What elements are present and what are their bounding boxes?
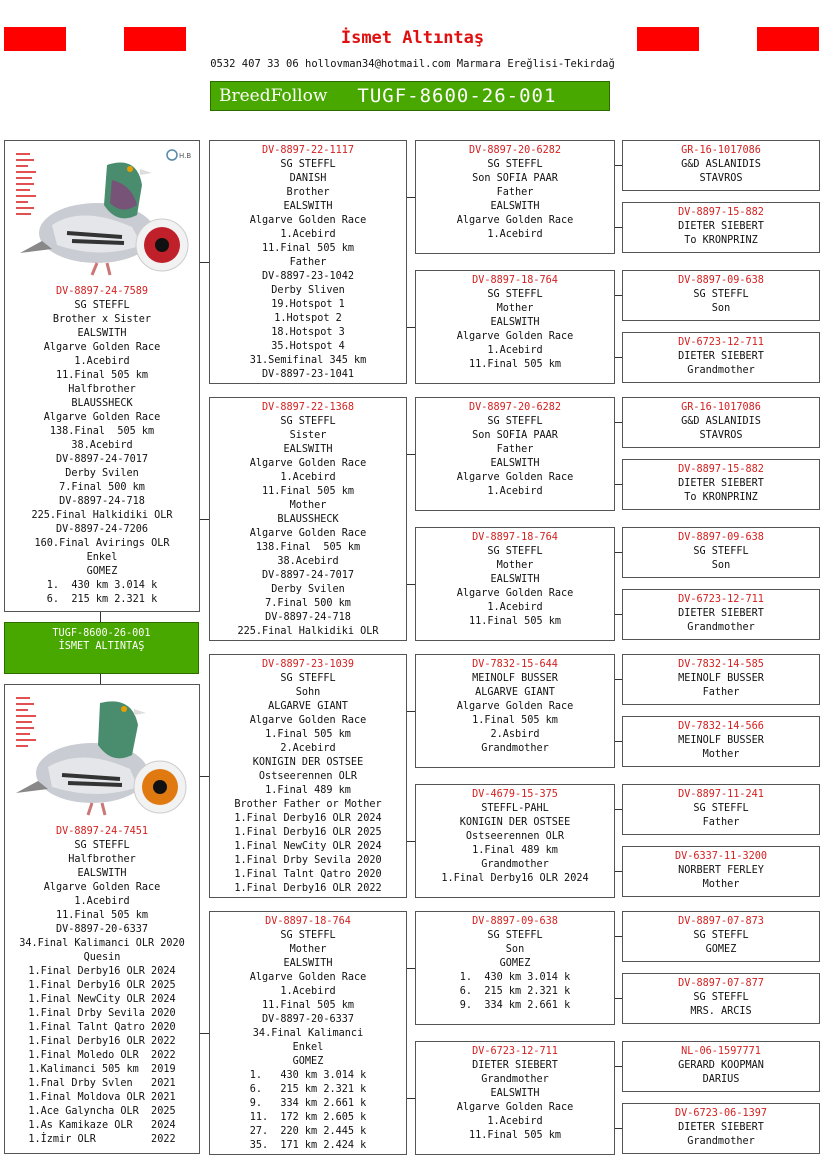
sire-line: Derby Svilen — [65, 468, 139, 479]
gen4-card-7[interactable] — [622, 527, 820, 578]
sire-line: GOMEZ — [86, 566, 118, 577]
gen4-card-12-line: Mother — [702, 879, 740, 890]
great-grandparent-card-8[interactable] — [415, 1041, 615, 1155]
grandparent-card-3-line: Sohn — [295, 687, 321, 698]
connector-line — [615, 871, 622, 872]
gen4-card-5[interactable] — [622, 397, 820, 448]
dam-line: 1.Final Moldova OLR 2021 — [28, 1092, 176, 1103]
gen4-card-16-line: DIETER SIEBERT — [678, 1122, 764, 1133]
grandparent-card-4-line: 35. 171 km 2.424 k — [249, 1140, 367, 1151]
gen4-card-5-ring: GR-16-1017086 — [681, 402, 761, 413]
great-grandparent-card-5-line: 1.Final 505 km — [472, 715, 558, 726]
sire-line: 225.Final Halkidiki OLR — [31, 510, 173, 521]
great-grandparent-card-1-ring: DV-8897-20-6282 — [468, 145, 561, 156]
gen4-card-2-line: To KRONPRINZ — [684, 235, 758, 246]
great-grandparent-card-4-line: EALSWITH — [490, 574, 540, 585]
dam-line: 1.Final Derby16 OLR 2025 — [28, 980, 176, 991]
connector-line — [615, 1066, 622, 1067]
gen4-card-6-ring: DV-8897-15-882 — [678, 464, 764, 475]
great-grandparent-card-7-line: 1. 430 km 3.014 k — [459, 972, 571, 983]
gen4-card-4[interactable] — [622, 332, 820, 383]
great-grandparent-card-7-line: GOMEZ — [499, 958, 531, 969]
grandparent-card-3-line: KONIGIN DER OSTSEE — [252, 757, 364, 768]
gen4-card-6[interactable] — [622, 459, 820, 510]
great-grandparent-card-1-line: Father — [496, 187, 534, 198]
sire-line: Enkel — [86, 552, 118, 563]
great-grandparent-card-1[interactable] — [415, 140, 615, 254]
grandparent-card-4-line: 1.Acebird — [280, 986, 336, 997]
great-grandparent-card-8-line: 1.Acebird — [487, 1116, 543, 1127]
dam-line: 1.Final Derby16 OLR 2024 — [28, 966, 176, 977]
dam-line: 1.Kalimanci 505 km 2019 — [28, 1064, 176, 1075]
great-grandparent-card-6-line: 1.Final Derby16 OLR 2024 — [441, 873, 589, 884]
great-grandparent-card-2-line: Algarve Golden Race — [456, 331, 574, 342]
sire-ring: DV-8897-24-7589 — [55, 286, 148, 297]
gen4-card-1-line: G&D ASLANIDIS — [681, 159, 761, 170]
great-grandparent-card-1-line: Son SOFIA PAAR — [472, 173, 558, 184]
great-grandparent-card-3-line: Father — [496, 444, 534, 455]
connector-line — [615, 165, 622, 166]
gen4-card-9-line: Father — [702, 687, 740, 698]
connector-line — [615, 741, 622, 742]
great-grandparent-card-4-line: 11.Final 505 km — [468, 616, 561, 627]
owner-name: İsmet Altıntaş — [340, 28, 485, 48]
contact-info: 0532 407 33 06 hollovman34@hotmail.com Marmara Ereğlisi-Tekirdağ — [210, 58, 615, 70]
connector-line — [615, 227, 622, 228]
great-grandparent-card-7-ring: DV-8897-09-638 — [472, 916, 558, 927]
connector-line — [615, 484, 622, 485]
gen4-card-3-line: Son — [711, 303, 731, 314]
connector-line — [200, 262, 209, 263]
gen4-card-13[interactable] — [622, 911, 820, 962]
dam-line: Algarve Golden Race — [43, 882, 161, 893]
great-grandparent-card-3-line: EALSWITH — [490, 458, 540, 469]
great-grandparent-card-4-ring: DV-8897-18-764 — [472, 532, 558, 543]
sire-line: DV-8897-24-718 — [59, 496, 145, 507]
grandparent-card-3-line: SG STEFFL — [280, 673, 336, 684]
grandparent-card-3-line: Brother Father or Mother — [234, 799, 382, 810]
great-grandparent-card-7-line: 6. 215 km 2.321 k — [459, 986, 571, 997]
great-grandparent-card-8-line: DIETER SIEBERT — [472, 1060, 558, 1071]
gen4-card-4-ring: DV-6723-12-711 — [678, 337, 764, 348]
great-grandparent-card-5-line: MEINOLF BUSSER — [472, 673, 558, 684]
gen4-card-3-line: SG STEFFL — [693, 289, 749, 300]
grandparent-card-1[interactable] — [209, 140, 407, 384]
great-grandparent-card-3-ring: DV-8897-20-6282 — [468, 402, 561, 413]
gen4-card-11-ring: DV-8897-11-241 — [678, 789, 764, 800]
subject-ring: TUGF-8600-26-001 — [52, 628, 151, 639]
connector-line — [615, 936, 622, 937]
grandparent-card-3[interactable] — [209, 654, 407, 898]
sire-line: 38.Acebird — [71, 440, 133, 451]
gen4-card-4-line: DIETER SIEBERT — [678, 351, 764, 362]
connector-line — [615, 357, 622, 358]
gen4-card-15[interactable] — [622, 1041, 820, 1092]
dam-line: 1.Final NewCity OLR 2024 — [28, 994, 176, 1005]
connector-line — [200, 519, 209, 520]
grandparent-card-3-ring: DV-8897-23-1039 — [261, 659, 354, 670]
great-grandparent-card-8-ring: DV-6723-12-711 — [472, 1046, 558, 1057]
grandparent-card-3-line: 1.Final Derby16 OLR 2022 — [234, 883, 382, 894]
grandparent-card-3-line: 2.Acebird — [280, 743, 336, 754]
grandparent-card-1-line: Brother — [286, 187, 330, 198]
gen4-card-5-line: G&D ASLANIDIS — [681, 416, 761, 427]
connector-line — [615, 998, 622, 999]
great-grandparent-card-4-line: SG STEFFL — [487, 546, 543, 557]
great-grandparent-card-5-ring: DV-7832-15-644 — [472, 659, 558, 670]
grandparent-card-1-line: 35.Hotspot 4 — [271, 341, 345, 352]
grandparent-card-2-line: 38.Acebird — [277, 556, 339, 567]
gen4-card-12-line: NORBERT FERLEY — [678, 865, 764, 876]
grandparent-card-1-line: Father — [289, 257, 327, 268]
great-grandparent-card-3-line: SG STEFFL — [487, 416, 543, 427]
great-grandparent-card-6-line: Ostseerennen OLR — [465, 831, 565, 842]
grandparent-card-2-line: BLAUSSHECK — [277, 514, 339, 525]
sire-line: 160.Final Avirings OLR — [34, 538, 170, 549]
great-grandparent-card-1-line: SG STEFFL — [487, 159, 543, 170]
sire-line: EALSWITH — [77, 328, 127, 339]
connector-line — [407, 841, 415, 842]
connector-line — [100, 612, 101, 622]
connector-line — [615, 614, 622, 615]
gen4-card-4-line: Grandmother — [687, 365, 755, 376]
dam-line: Quesin — [83, 952, 121, 963]
connector-line — [615, 552, 622, 553]
gen4-card-16-ring: DV-6723-06-1397 — [674, 1108, 767, 1119]
great-grandparent-card-8-line: Grandmother — [481, 1074, 549, 1085]
gen4-card-14[interactable] — [622, 973, 820, 1024]
great-grandparent-card-1-line: EALSWITH — [490, 201, 540, 212]
grandparent-card-2-line: Derby Svilen — [271, 584, 345, 595]
breedfollow-banner — [210, 81, 610, 111]
great-grandparent-card-3-line: 1.Acebird — [487, 486, 543, 497]
subject-card[interactable] — [4, 622, 199, 674]
connector-line — [407, 584, 415, 585]
grandparent-card-3-line: ALGARVE GIANT — [268, 701, 348, 712]
grandparent-card-3-line: 1.Final Derby16 OLR 2025 — [234, 827, 382, 838]
connector-line — [407, 197, 415, 198]
gen4-card-16[interactable] — [622, 1103, 820, 1154]
gen4-card-11[interactable] — [622, 784, 820, 835]
grandparent-card-3-line: 1.Final Derby16 OLR 2024 — [234, 813, 382, 824]
grandparent-card-2-line: Sister — [289, 430, 327, 441]
great-grandparent-card-2-line: SG STEFFL — [487, 289, 543, 300]
grandparent-card-2-line: Mother — [289, 500, 327, 511]
grandparent-card-4[interactable] — [209, 911, 407, 1155]
great-grandparent-card-3[interactable] — [415, 397, 615, 511]
connector-line — [615, 679, 622, 680]
gen4-card-2[interactable] — [622, 202, 820, 253]
sire-line: Algarve Golden Race — [43, 342, 161, 353]
gen4-card-8-line: DIETER SIEBERT — [678, 608, 764, 619]
great-grandparent-card-6-line: 1.Final 489 km — [472, 845, 558, 856]
great-grandparent-card-2-line: 1.Acebird — [487, 345, 543, 356]
grandparent-card-4-line: EALSWITH — [283, 958, 333, 969]
gen4-card-3[interactable] — [622, 270, 820, 321]
great-grandparent-card-8-line: 11.Final 505 km — [468, 1130, 561, 1141]
gen4-card-3-ring: DV-8897-09-638 — [678, 275, 764, 286]
sire-line: BLAUSSHECK — [71, 398, 133, 409]
gen4-card-9-line: MEINOLF BUSSER — [678, 673, 764, 684]
grandparent-card-4-line: 11. 172 km 2.605 k — [249, 1112, 367, 1123]
great-grandparent-card-8-line: Algarve Golden Race — [456, 1102, 574, 1113]
gen4-card-13-ring: DV-8897-07-873 — [678, 916, 764, 927]
great-grandparent-card-3-line: Algarve Golden Race — [456, 472, 574, 483]
dam-line: 1.Final Derby16 OLR 2022 — [28, 1036, 176, 1047]
great-grandparent-card-4[interactable] — [415, 527, 615, 641]
great-grandparent-card-5-line: Grandmother — [481, 743, 549, 754]
sire-line: Brother x Sister — [52, 314, 152, 325]
dam-line: 1.As Kamikaze OLR 2024 — [28, 1120, 176, 1131]
grandparent-card-3-line: 1.Final NewCity OLR 2024 — [234, 841, 382, 852]
great-grandparent-card-7-line: 9. 334 km 2.661 k — [459, 1000, 571, 1011]
gen4-card-11-line: Father — [702, 817, 740, 828]
gen4-card-13-line: GOMEZ — [705, 944, 737, 955]
connector-line — [407, 327, 415, 328]
great-grandparent-card-4-line: Algarve Golden Race — [456, 588, 574, 599]
gen4-card-2-ring: DV-8897-15-882 — [678, 207, 764, 218]
grandparent-card-2-line: 1.Acebird — [280, 472, 336, 483]
dam-ring: DV-8897-24-7451 — [55, 826, 148, 837]
grandparent-card-2-ring: DV-8897-22-1368 — [261, 402, 354, 413]
dam-line: 1.Acebird — [74, 896, 130, 907]
sire-line: Halfbrother — [68, 384, 136, 395]
dam-line: 1.Final Moledo OLR 2022 — [28, 1050, 176, 1061]
brand-label: BreedFollow — [219, 86, 328, 106]
grandparent-card-2-line: 11.Final 505 km — [261, 486, 354, 497]
grandparent-card-3-line: 1.Final 489 km — [265, 785, 351, 796]
connector-line — [200, 776, 209, 777]
dam-line: SG STEFFL — [74, 840, 130, 851]
grandparent-card-2[interactable] — [209, 397, 407, 641]
dam-line: DV-8897-20-6337 — [55, 924, 148, 935]
great-grandparent-card-6-line: Grandmother — [481, 859, 549, 870]
gen4-card-12[interactable] — [622, 846, 820, 897]
grandparent-card-2-line: Algarve Golden Race — [249, 458, 367, 469]
dam-line: 1.Final Talnt Qatro 2020 — [28, 1022, 176, 1033]
sire-line: 6. 215 km 2.321 k — [46, 594, 158, 605]
great-grandparent-card-2-line: 11.Final 505 km — [468, 359, 561, 370]
grandparent-card-1-line: EALSWITH — [283, 201, 333, 212]
gen4-card-1-line: STAVROS — [699, 173, 743, 184]
great-grandparent-card-2-line: EALSWITH — [490, 317, 540, 328]
grandparent-card-3-line: 1.Final Talnt Qatro 2020 — [234, 869, 382, 880]
grandparent-card-4-line: 1. 430 km 3.014 k — [249, 1070, 367, 1081]
dam-line: EALSWITH — [77, 868, 127, 879]
sire-line: Algarve Golden Race — [43, 412, 161, 423]
dam-line: 1.İzmir OLR 2022 — [28, 1134, 176, 1145]
dam-line: 1.Final Drby Sevila 2020 — [28, 1008, 176, 1019]
grandparent-card-2-line: 7.Final 500 km — [265, 598, 351, 609]
great-grandparent-card-4-line: Mother — [496, 560, 534, 571]
svg-text:H.B: H.B — [179, 152, 192, 160]
gen4-card-10-line: Mother — [702, 749, 740, 760]
gen4-card-9[interactable] — [622, 654, 820, 705]
gen4-card-15-line: DARIUS — [702, 1074, 740, 1085]
gen4-card-14-line: MRS. ARCIS — [690, 1006, 752, 1017]
great-grandparent-card-8-line: EALSWITH — [490, 1088, 540, 1099]
gen4-card-10[interactable] — [622, 716, 820, 767]
gen4-card-1[interactable] — [622, 140, 820, 191]
gen4-card-12-ring: DV-6337-11-3200 — [674, 851, 767, 862]
great-grandparent-card-2-ring: DV-8897-18-764 — [472, 275, 558, 286]
gen4-card-8-line: Grandmother — [687, 622, 755, 633]
gen4-card-8[interactable] — [622, 589, 820, 640]
sire-line: 1.Acebird — [74, 356, 130, 367]
grandparent-card-1-line: 18.Hotspot 3 — [271, 327, 345, 338]
great-grandparent-card-7-line: SG STEFFL — [487, 930, 543, 941]
grandparent-card-1-line: 1.Acebird — [280, 229, 336, 240]
great-grandparent-card-5-line: 2.Asbird — [490, 729, 540, 740]
connector-line — [407, 454, 415, 455]
grandparent-card-2-line: Algarve Golden Race — [249, 528, 367, 539]
great-grandparent-card-6[interactable] — [415, 784, 615, 898]
sire-line: 7.Final 500 km — [59, 482, 145, 493]
sire-line: 138.Final 505 km — [49, 426, 155, 437]
grandparent-card-1-ring: DV-8897-22-1117 — [261, 145, 354, 156]
sire-line: DV-8897-24-7017 — [55, 454, 148, 465]
sire-pigeon-photo — [12, 145, 192, 285]
connector-line — [407, 1098, 415, 1099]
gen4-card-7-line: Son — [711, 560, 731, 571]
gen4-card-7-ring: DV-8897-09-638 — [678, 532, 764, 543]
great-grandparent-card-6-ring: DV-4679-15-375 — [472, 789, 558, 800]
grandparent-card-4-line: 6. 215 km 2.321 k — [249, 1084, 367, 1095]
gen4-card-2-line: DIETER SIEBERT — [678, 221, 764, 232]
connector-line — [615, 1128, 622, 1129]
dam-line: 1.Ace Galyncha OLR 2025 — [28, 1106, 176, 1117]
grandparent-card-4-ring: DV-8897-18-764 — [265, 916, 351, 927]
sire-line: 1. 430 km 3.014 k — [46, 580, 158, 591]
sire-line: DV-8897-24-7206 — [55, 524, 148, 535]
dam-line: 34.Final Kalimanci OLR 2020 — [19, 938, 185, 949]
gen4-card-16-line: Grandmother — [687, 1136, 755, 1147]
gen4-card-6-line: To KRONPRINZ — [684, 492, 758, 503]
great-grandparent-card-5[interactable] — [415, 654, 615, 768]
banner-ring-number: TUGF-8600-26-001 — [357, 85, 557, 107]
connector-line — [615, 422, 622, 423]
grandparent-card-1-line: Derby Sliven — [271, 285, 345, 296]
gen4-card-5-line: STAVROS — [699, 430, 743, 441]
grandparent-card-1-line: DV-8897-23-1041 — [261, 369, 354, 380]
dam-line: Halfbrother — [68, 854, 136, 865]
grandparent-card-2-line: 225.Final Halkidiki OLR — [237, 626, 379, 637]
great-grandparent-card-4-line: 1.Acebird — [487, 602, 543, 613]
grandparent-card-3-line: Ostseerennen OLR — [258, 771, 358, 782]
grandparent-card-4-line: 9. 334 km 2.661 k — [249, 1098, 367, 1109]
connector-line — [615, 295, 622, 296]
grandparent-card-1-line: 11.Final 505 km — [261, 243, 354, 254]
grandparent-card-4-line: Mother — [289, 944, 327, 955]
gen4-card-8-ring: DV-6723-12-711 — [678, 594, 764, 605]
great-grandparent-card-7-line: Son — [505, 944, 525, 955]
connector-line — [407, 968, 415, 969]
grandparent-card-4-line: GOMEZ — [292, 1056, 324, 1067]
dam-line: 1.Fnal Drby Svlen 2021 — [28, 1078, 176, 1089]
grandparent-card-2-line: 138.Final 505 km — [255, 542, 361, 553]
sire-card[interactable] — [4, 140, 200, 612]
great-grandparent-card-2-line: Mother — [496, 303, 534, 314]
gen4-card-14-line: SG STEFFL — [693, 992, 749, 1003]
grandparent-card-1-line: SG STEFFL — [280, 159, 336, 170]
grandparent-card-4-line: Enkel — [292, 1042, 324, 1053]
gen4-card-7-line: SG STEFFL — [693, 546, 749, 557]
great-grandparent-card-1-line: Algarve Golden Race — [456, 215, 574, 226]
dam-pigeon-photo — [12, 689, 192, 825]
dam-card[interactable] — [4, 684, 200, 1154]
gen4-card-13-line: SG STEFFL — [693, 930, 749, 941]
grandparent-card-4-line: Algarve Golden Race — [249, 972, 367, 983]
grandparent-card-2-line: DV-8897-24-718 — [265, 612, 351, 623]
sire-line: SG STEFFL — [74, 300, 130, 311]
gen4-card-6-line: DIETER SIEBERT — [678, 478, 764, 489]
gen4-card-11-line: SG STEFFL — [693, 803, 749, 814]
great-grandparent-card-6-line: KONIGIN DER OSTSEE — [459, 817, 571, 828]
grandparent-card-4-line: 11.Final 505 km — [261, 1000, 354, 1011]
gen4-card-9-ring: DV-7832-14-585 — [678, 659, 764, 670]
grandparent-card-3-line: 1.Final 505 km — [265, 729, 351, 740]
connector-line — [200, 1033, 209, 1034]
great-grandparent-card-2[interactable] — [415, 270, 615, 384]
grandparent-card-1-line: DV-8897-23-1042 — [261, 271, 354, 282]
grandparent-card-1-line: DANISH — [289, 173, 327, 184]
subject-owner: İSMET ALTINTAŞ — [58, 641, 145, 652]
grandparent-card-3-line: Algarve Golden Race — [249, 715, 367, 726]
connector-line — [407, 711, 415, 712]
great-grandparent-card-3-line: Son SOFIA PAAR — [472, 430, 558, 441]
grandparent-card-4-line: DV-8897-20-6337 — [261, 1014, 354, 1025]
gen4-card-10-ring: DV-7832-14-566 — [678, 721, 764, 732]
connector-line — [100, 674, 101, 684]
great-grandparent-card-1-line: 1.Acebird — [487, 229, 543, 240]
great-grandparent-card-7[interactable] — [415, 911, 615, 1025]
grandparent-card-2-line: DV-8897-24-7017 — [261, 570, 354, 581]
sire-line: 11.Final 505 km — [55, 370, 148, 381]
gen4-card-14-ring: DV-8897-07-877 — [678, 978, 764, 989]
great-grandparent-card-6-line: STEFFL-PAHL — [481, 803, 549, 814]
connector-line — [615, 809, 622, 810]
grandparent-card-4-line: 27. 220 km 2.445 k — [249, 1126, 367, 1137]
grandparent-card-1-line: Algarve Golden Race — [249, 215, 367, 226]
gen4-card-15-ring: NL-06-1597771 — [681, 1046, 761, 1057]
grandparent-card-1-line: 31.Semifinal 345 km — [249, 355, 367, 366]
grandparent-card-3-line: 1.Final Drby Sevila 2020 — [234, 855, 382, 866]
grandparent-card-1-line: 1.Hotspot 2 — [274, 313, 342, 324]
grandparent-card-4-line: SG STEFFL — [280, 930, 336, 941]
great-grandparent-card-5-line: ALGARVE GIANT — [475, 687, 555, 698]
great-grandparent-card-5-line: Algarve Golden Race — [456, 701, 574, 712]
gen4-card-15-line: GERARD KOOPMAN — [678, 1060, 764, 1071]
grandparent-card-4-line: 34.Final Kalimanci — [252, 1028, 364, 1039]
gen4-card-10-line: MEINOLF BUSSER — [678, 735, 764, 746]
dam-line: 11.Final 505 km — [55, 910, 148, 921]
grandparent-card-2-line: SG STEFFL — [280, 416, 336, 427]
grandparent-card-1-line: 19.Hotspot 1 — [271, 299, 345, 310]
grandparent-card-2-line: EALSWITH — [283, 444, 333, 455]
gen4-card-1-ring: GR-16-1017086 — [681, 145, 761, 156]
